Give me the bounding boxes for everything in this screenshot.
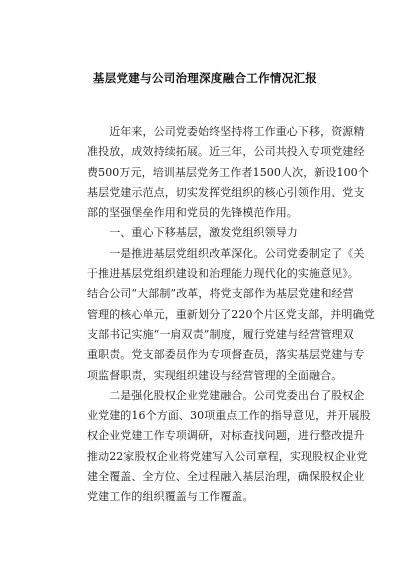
body-line: 权企业党建工作专项调研，对标查找问题，进行整改提升 [87, 429, 365, 443]
body-line: 管理的核心单元，重新划分了220个片区党支部，并明确党 [87, 307, 375, 321]
document-title: 基层党建与公司治理深度融合工作情况汇报 [92, 71, 318, 85]
body-line: 推动22家股权企业将党建写入公司章程，实现股权企业党 [87, 449, 368, 463]
body-line: 费500万元，培训基层党务工作者1500人次，新设100个 [87, 165, 369, 179]
body-line: 支部书记实施“一肩双责”制度，履行党建与经营管理双 [87, 327, 354, 341]
body-line: 建全覆盖、全方位、全过程融入基层治理，确保股权企业 [87, 470, 365, 484]
body-line: 基层党建示范点，切实发挥党组织的核心引领作用、党支 [87, 185, 365, 199]
body-line: 项监督职责，实现组织建设与经营管理的全面融合。 [87, 368, 343, 382]
body-line: 于推进基层党组织建设和治理能力现代化的实施意见》。 [87, 267, 359, 281]
body-line: 重职责。党支部委员作为专项督查员，落实基层党建与专 [87, 348, 365, 362]
body-line: 准投放，成效持续拓展。近三年，公司共投入专项党建经 [87, 145, 365, 159]
body-line: 近年来，公司党委始终坚持将工作重心下移，资源精 [87, 125, 365, 138]
body-line: 党建工作的组织覆盖与工作覆盖。 [87, 490, 254, 504]
body-line: 一是推进基层党组织改革深化。公司党委制定了《关 [87, 246, 365, 260]
body-line: 二是强化股权企业党建融合。公司党委出台了股权企 [87, 388, 365, 402]
document-body [87, 122, 375, 508]
body-line: 业党建的16个方面、30项重点工作的指导意见，并开展股 [87, 409, 371, 423]
body-line: 部的坚强堡垒作用和党员的先锋模范作用。 [87, 206, 298, 220]
body-line: 结合公司“大部制”改革，将党支部作为基层党建和经营 [87, 287, 354, 301]
section-heading: 一、重心下移基层，激发党组织领导力 [87, 226, 298, 240]
